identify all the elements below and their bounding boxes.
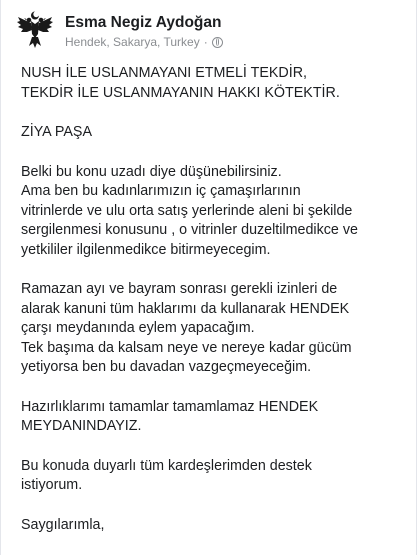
post-text-line: çarşı meydanında eylem yapacağım. [21, 320, 255, 336]
globe-icon[interactable] [212, 37, 223, 48]
post-text-line: yetiyorsa ben bu davadan vazgeçmeyeceğim. [21, 359, 312, 375]
post-paragraph [21, 398, 402, 437]
post-paragraph [21, 163, 402, 261]
post-paragraph [21, 280, 402, 378]
post-text-line: Belki bu konu uzadı diye düşünebilirsiniz. [21, 163, 282, 180]
post-text-line: Hazırlıklarımı tamamlar tamamlamaz HENDEK [21, 398, 319, 415]
post-paragraph [21, 123, 402, 143]
post-text-line: sergilenmesi konusunu , o vitrinler duzeltilmedikce ve [21, 222, 358, 238]
post-text-line: Tek başıma da kalsam neye ve nereye kadar gücüm [21, 339, 352, 356]
post-header [13, 0, 402, 56]
author-name[interactable]: Esma Negiz Aydoğan [65, 14, 222, 31]
post-text-line: vitrinlerde ve ulu orta satış yerlerinde aleni bi şekilde [21, 202, 353, 219]
post-meta [65, 10, 223, 51]
double-headed-eagle-icon [15, 10, 55, 50]
post-body [13, 64, 402, 535]
post-paragraph [21, 516, 402, 536]
post-text-line: alarak kanuni tüm haklarımı da kullanarak HENDEK [21, 300, 350, 317]
post-paragraph [21, 457, 402, 496]
avatar[interactable] [13, 8, 57, 52]
post-text-line: Bu konuda duyarlı tüm kardeşlerimden destek [21, 457, 312, 474]
post-subline [65, 34, 223, 51]
separator-dot: · [203, 35, 208, 49]
post-text-line: istiyorum. [21, 477, 83, 493]
post-paragraph [21, 64, 402, 103]
post-text-line: Ramazan ayı ve bayram sonrası gerekli izinleri de [21, 281, 338, 297]
post-text-line: TEKDİR İLE USLANMAYANIN HAKKI KÖTEKTİR. [21, 84, 340, 101]
post-text-line: ZİYA PAŞA [21, 124, 92, 140]
post-text-line: NUSH İLE USLANMAYANI ETMELİ TEKDİR, [21, 65, 307, 81]
post-text-line: Ama ben bu kadınlarımızın iç çamaşırlarının [21, 183, 301, 199]
post-text-line: MEYDANINDAYIZ. [21, 418, 142, 434]
post-location[interactable]: Hendek, Sakarya, Turkey [65, 35, 200, 49]
post-text-line: yetkililer ilgilenmedikce bitirmeyecegim. [21, 241, 271, 258]
post-text-line: Saygılarımla, [21, 516, 105, 533]
